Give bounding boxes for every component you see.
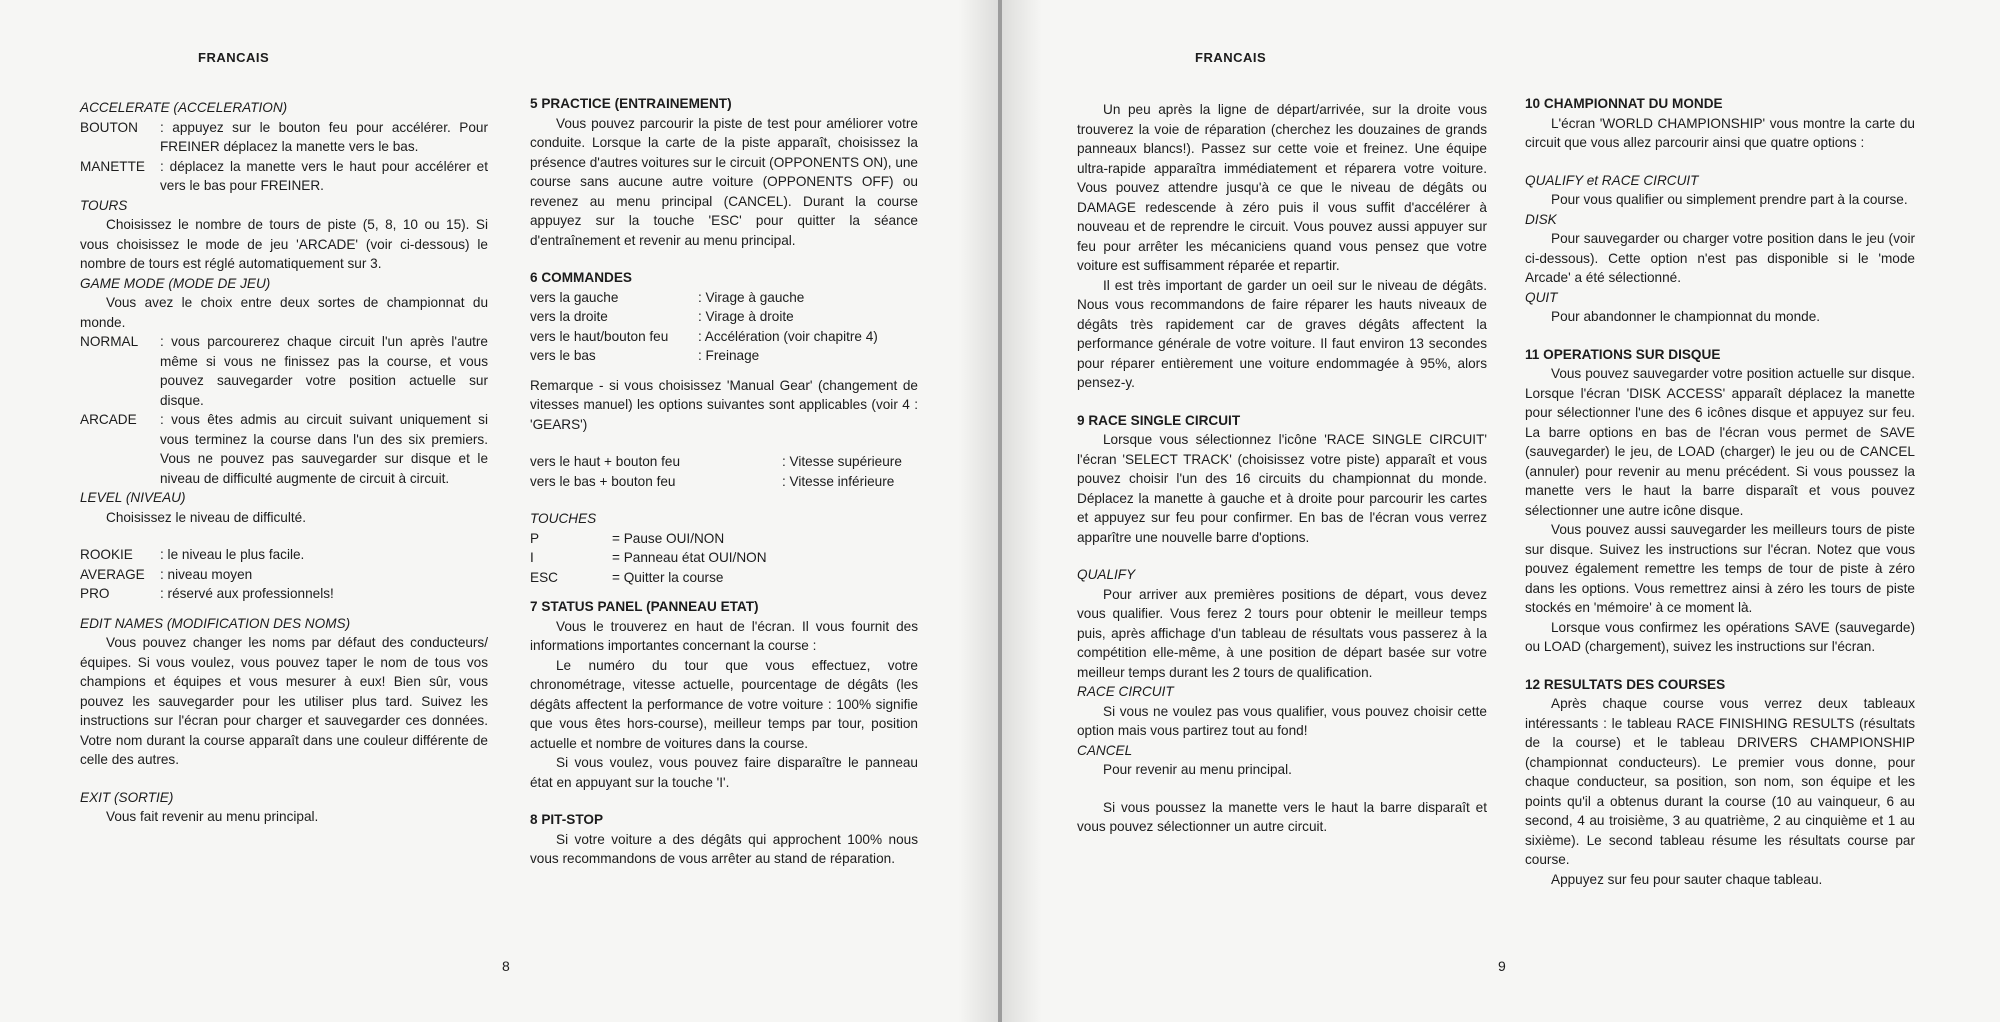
pitstop-continued-1: Un peu après la ligne de départ/arrivée, sur la droite vous trouverez la voie de réparation (cherchez les douzaines de grands panneaux blancs!). Passez sur cette voie et freinez. Une équipe ultra-rapide apparaîtra immédiatement et réparera votre voiture. Vous pouvez attendre jusqu'à ce que le niveau de dégâts ou DAMAGE redescende à zéro puis il vous suffit d'accélérer à nouveau et de reprendre le circuit. Vous pouvez aussi appuyer sur feu pour arrêter les mécaniciens quand vous pensez que votre voiture est suffisamment réparée et repartir. — [1077, 102, 1487, 273]
gear-key: vers le bas + bouton feu — [530, 473, 676, 489]
right-column-1 — [1077, 100, 1487, 837]
commande-key: vers la droite — [530, 309, 608, 324]
touche-value: = Panneau état OUI/NON — [612, 550, 767, 565]
pitstop-continued-2: Il est très important de garder un oeil sur le niveau de dégâts. Nous vous recommandons de faire réparer les hauts niveaux de dégâts très rapidement car de graves dégâts affectent la performance générale de votre voiture. Il faut environ 13 secondes pour réparer entièrement une voiture endommagée à 95%, alors pensez-y. — [1077, 277, 1487, 390]
touches-list — [530, 529, 918, 588]
championnat-text: L'écran 'WORLD CHAMPIONSHIP' vous montre la carte du circuit que vous allez parcourir ainsi que quatre options : — [1525, 115, 1915, 150]
touche-row — [530, 529, 918, 549]
bouton-desc: : appuyez sur le bouton feu pour accélérer. Pour FREINER déplacez la manette vers le bas. — [160, 119, 488, 154]
practice-text: Vous pouvez parcourir la piste de test pour améliorer votre conduite. Lorsque la carte de la piste apparaît, choisissez la présence d'autres voitures sur le circuit (OPPONENTS ON), une course sans aucune autre voiture (OPPONENTS OFF) ou revenez au menu principal (CANCEL). Durant la course appuyez sur la touche 'ESC' pour quitter la séance d'entraînement et revenir au menu principal. — [530, 115, 918, 248]
bar-disappear-text: Si vous poussez la manette vers le haut la barre disparaît et vous pouvez sélectionner un autre circuit. — [1077, 799, 1487, 834]
touche-key: I — [530, 550, 534, 565]
resultats-text-1: Après chaque course vous verrez deux tableaux intéressants : le tableau RACE FINISHING RESULTS (résultats de la course) et le tableau DRIVERS CHAMPIONSHIP (championnat conducteurs). Le premier vous donne, pour chaque conducteur, sa position, son nom, son équipe et les points qu'il a obtenus durant la course (10 au vainqueur, 6 au second, 4 au troisième, 3 au quatrième, 2 au cinquième et 1 au sixième). Le second tableau résume les résultats course par course. — [1525, 696, 1915, 867]
commande-value: : Virage à gauche — [698, 289, 805, 305]
pitstop-heading: 8 PIT-STOP — [530, 812, 604, 827]
race-single-heading: 9 RACE SINGLE CIRCUIT — [1077, 412, 1241, 428]
operations-text-2: Vous pouvez aussi sauvegarder les meilleurs tours de piste sur disque. Suivez les instructions sur l'écran. Notez que vous pouvez également remettre les temps de tour de piste à zéro dans les options. Vous remettrez ainsi à zéro les tours de piste stockés en 'mémoire' à ce moment là. — [1525, 522, 1915, 615]
commande-key: vers le bas — [530, 348, 596, 363]
page-shadow — [958, 0, 998, 1022]
commande-value: : Virage à droite — [698, 309, 794, 324]
page-number: 8 — [502, 958, 510, 974]
page-header: FRANCAIS — [198, 50, 270, 65]
quit-text: Pour abandonner le championnat du monde. — [1551, 309, 1821, 324]
average-definition — [80, 565, 488, 585]
tours-heading: TOURS — [80, 197, 128, 213]
manette-term: MANETTE — [80, 158, 145, 174]
gamemode-heading: GAME MODE (MODE DE JEU) — [80, 275, 271, 291]
cancel-text: Pour revenir au menu principal. — [1103, 762, 1292, 777]
pro-term: PRO — [80, 586, 110, 601]
pro-definition — [80, 584, 488, 604]
qualify-text: Pour arriver aux premières positions de départ, vous devez vous qualifier. Vous ferez 2 tours pour obtenir le meilleur temps puis, après affichage d'un tableau de résultats vous passerez à la compétition elle-même, à une position de départ basée sur votre meilleur temps durant les 2 tours de qualification. — [1077, 586, 1487, 680]
accelerate-heading: ACCELERATE (ACCELERATION) — [80, 100, 288, 115]
right-page — [1002, 0, 2000, 1022]
page-number: 9 — [1498, 958, 1506, 974]
bouton-term: BOUTON — [80, 119, 138, 135]
touche-value: = Pause OUI/NON — [612, 530, 725, 546]
right-column-2 — [1525, 94, 1915, 889]
manette-desc: : déplacez la manette vers le haut pour accélérer et vers le bas pour FREINER. — [160, 158, 488, 193]
resultats-text-2: Appuyez sur feu pour sauter chaque tableau. — [1551, 871, 1823, 887]
commande-row — [530, 307, 918, 327]
status-panel-text-2: Le numéro du tour que vous effectuez, votre chronométrage, vitesse actuelle, pourcentage de dégâts (les dégâts affectent la performance de votre voiture : 100% signifie que vous êtes hors-course), meilleur temps par tour, position actuelle et nombre de voitures dans la course. — [530, 657, 918, 751]
remarque-text: Remarque - si vous choisissez 'Manual Gear' (changement de vitesses manuel) les options suivantes sont applicables (voir 4 : 'GEARS') — [530, 377, 918, 432]
rookie-definition — [80, 545, 488, 565]
gears-list — [530, 452, 918, 491]
average-term: AVERAGE — [80, 566, 145, 582]
resultats-heading: 12 RESULTATS DES COURSES — [1525, 676, 1726, 692]
edit-names-heading: EDIT NAMES (MODIFICATION DES NOMS) — [80, 615, 351, 631]
touche-key: P — [530, 530, 540, 546]
left-column-2 — [530, 94, 918, 869]
status-panel-text-1: Vous le trouverez en haut de l'écran. Il vous fournit des informations importantes concernant la course : — [530, 618, 918, 653]
level-text: Choisissez le niveau de difficulté. — [106, 509, 306, 525]
quit-heading: QUIT — [1525, 289, 1558, 305]
disk-heading: DISK — [1525, 211, 1557, 227]
operations-text-3: Lorsque vous confirmez les opérations SAVE (sauvegarde) ou LOAD (chargement), suivez les instructions sur l'écran. — [1525, 619, 1915, 654]
edit-names-text: Vous pouvez changer les noms par défaut des conducteurs/équipes. Si vous voulez, vous pouvez taper le nom de tous vos champions et équipes et vous mesurer à eux! Bien sûr, vous pouvez les sauvegarder pour les utiliser plus tard. Suivez les instructions sur l'écran pour charger et sauvegarder ces données. Votre nom durant la course apparaît dans une couleur différente de celle des autres. — [80, 635, 488, 767]
average-desc: : niveau moyen — [160, 566, 253, 582]
championnat-heading: 10 CHAMPIONNAT DU MONDE — [1525, 96, 1723, 111]
touche-row — [530, 568, 918, 588]
practice-heading: 5 PRACTICE (ENTRAINEMENT) — [530, 96, 732, 111]
race-single-text: Lorsque vous sélectionnez l'icône 'RACE SINGLE CIRCUIT' l'écran 'SELECT TRACK' (choisissez votre piste) apparaît et vous pouvez choisir l'un des 16 circuits du championnat du monde. Déplacez la manette à gauche et à droite pour parcourir les cartes et appuyez sur feu pour confirmer. En bas de l'écran vous verrez apparître une nouvelle barre d'options. — [1077, 432, 1487, 545]
commande-row — [530, 288, 918, 308]
normal-term: NORMAL — [80, 334, 139, 349]
arcade-desc: : vous êtes admis au circuit suivant uniquement si vous terminez la course dans l'un des six premiers. Vous ne pouvez pas sauvegarder sur disque et le niveau de difficulté augmente de circuit à circuit. — [160, 412, 488, 486]
qualify-race-heading: QUALIFY et RACE CIRCUIT — [1525, 172, 1699, 188]
arcade-term: ARCADE — [80, 412, 137, 427]
race-circuit-text: Si vous ne voulez pas vous qualifier, vous pouvez choisir cette option mais vous partirez tout au fond! — [1077, 703, 1487, 738]
page-header: FRANCAIS — [1195, 50, 1267, 65]
commande-row — [530, 346, 918, 366]
gear-row — [530, 452, 918, 472]
bouton-definition — [80, 118, 488, 157]
gear-value: : Vitesse inférieure — [782, 473, 895, 489]
left-page — [0, 0, 998, 1022]
commandes-heading: 6 COMMANDES — [530, 270, 632, 285]
qualify-race-text: Pour vous qualifier ou simplement prendre part à la course. — [1551, 192, 1908, 207]
qualify-heading: QUALIFY — [1077, 567, 1136, 582]
commande-value: : Accélération (voir chapitre 4) — [698, 328, 878, 344]
manette-definition — [80, 157, 488, 196]
commande-key: vers la gauche — [530, 289, 619, 305]
left-column-1 — [80, 98, 488, 827]
normal-definition — [80, 332, 488, 410]
operations-heading: 11 OPERATIONS SUR DISQUE — [1525, 346, 1721, 362]
touches-heading: TOUCHES — [530, 511, 597, 526]
pitstop-text: Si votre voiture a des dégâts qui approchent 100% nous vous recommandons de vous arrêter au stand de réparation. — [530, 831, 918, 866]
status-panel-text-3: Si vous voulez, vous pouvez faire disparaître le panneau état en appuyant sur la touche 'I'. — [530, 755, 918, 790]
race-circuit-heading: RACE CIRCUIT — [1077, 684, 1174, 699]
level-heading: LEVEL (NIVEAU) — [80, 490, 186, 505]
tours-text: Choisissez le nombre de tours de piste (5, 8, 10 ou 15). Si vous choisissez le mode de jeu 'ARCADE' (voir ci-dessous) le nombre de tours est réglé automatiquement sur 3. — [80, 217, 488, 271]
page-shadow — [1002, 0, 1042, 1022]
exit-heading: EXIT (SORTIE) — [80, 789, 174, 805]
status-panel-heading: 7 STATUS PANEL (PANNEAU ETAT) — [530, 599, 759, 614]
disk-text: Pour sauvegarder ou charger votre position dans le jeu (voir ci-dessous). Cette option n'est pas disponible si le 'mode Arcade' a été sélectionné. — [1525, 231, 1915, 285]
operations-text-1: Vous pouvez sauvegarder votre position actuelle sur disque. Lorsque l'écran 'DISK ACCESS' apparaît déplacez la manette pour sélectionner l'une des 6 icônes disque et appuyez sur feu. La barre options en bas de l'écran vous permet de SAVE (sauvegarder) le jeu, de LOAD (charger) le jeu ou de CANCEL (annuler) pour revenir au menu précédent. Si vous poussez la manette vers le haut la barre disparaît et vous pouvez sélectionner une autre icône disque. — [1525, 366, 1915, 518]
commande-key: vers le haut/bouton feu — [530, 328, 669, 344]
exit-text: Vous fait revenir au menu principal. — [106, 809, 319, 824]
commande-row — [530, 327, 918, 347]
gear-value: : Vitesse supérieure — [782, 454, 902, 469]
gear-row — [530, 472, 918, 492]
cancel-heading: CANCEL — [1077, 742, 1133, 758]
commandes-list — [530, 288, 918, 366]
normal-desc: : vous parcourerez chaque circuit l'un après l'autre même si vous ne finissez pas la course, et vous pouvez sauvegarder votre position actuelle sur disque. — [160, 334, 488, 408]
arcade-definition — [80, 410, 488, 488]
touche-row — [530, 548, 918, 568]
touche-key: ESC — [530, 569, 558, 585]
touche-value: = Quitter la course — [612, 569, 724, 585]
rookie-term: ROOKIE — [80, 547, 133, 562]
pro-desc: : réservé aux professionnels! — [160, 586, 334, 601]
gamemode-text: Vous avez le choix entre deux sortes de championnat du monde. — [80, 295, 488, 330]
gear-key: vers le haut + bouton feu — [530, 454, 681, 469]
rookie-desc: : le niveau le plus facile. — [160, 547, 305, 562]
commande-value: : Freinage — [698, 348, 760, 363]
